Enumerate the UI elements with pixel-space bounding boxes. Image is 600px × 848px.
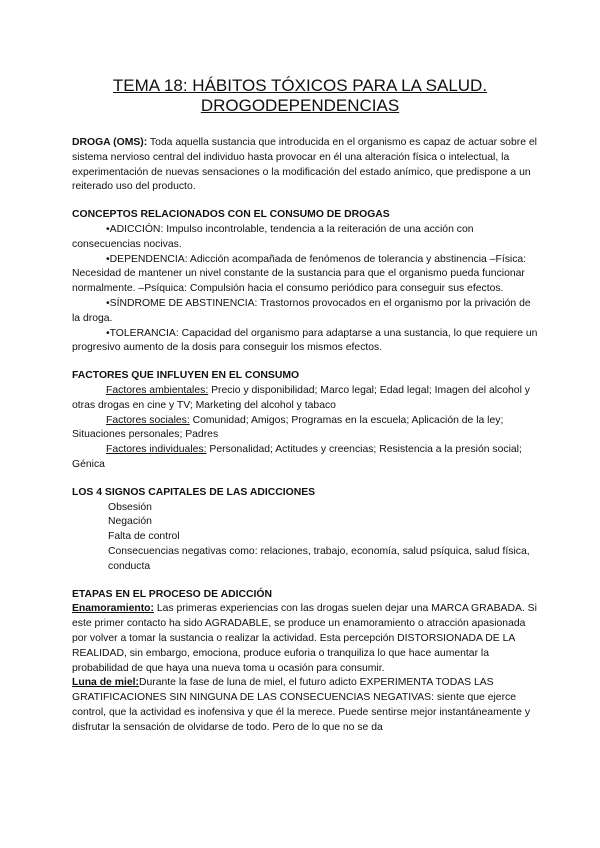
concept-item: •DEPENDENCIA: Adicción acompañada de fenómenos de tolerancia y abstinencia –Física: Necesidad de mantener un nivel constante de la sustancia para que el organismo pueda funcionar normalmente. –Psíquica: Compulsión hacia el consumo periódico para conseguir sus efectos.: [72, 253, 527, 295]
concept-item: •ADICCIÓN: Impulso incontrolable, tendencia a la reiteración de una acción con consecuencias nocivas.: [72, 223, 474, 250]
etapa-item: [72, 602, 538, 676]
etapa-text: Las primeras experiencias con las drogas suelen dejar una MARCA GRABADA. Si este primer contacto ha sido AGRADABLE, se produce un enamoramiento o atracción apasionada por volver a tomar la sustancia o realizar la actividad. Esta percepción DISTORSIONADA DE LA REALIDAD, sin embargo, emociona, produce euforia o tranquiliza lo que hace aumentar la probabilidad de que haya una nueva toma u ocasión para consumir.: [72, 603, 537, 674]
list-item: Negación: [108, 516, 152, 528]
factor-label: Factores individuales:: [106, 444, 207, 456]
factor-label: Factores ambientales:: [106, 384, 209, 396]
page-title-line2: DROGODEPENDENCIAS: [200, 96, 400, 115]
section-heading-signos: LOS 4 SIGNOS CAPITALES DE LAS ADICCIONES: [72, 486, 316, 498]
factor-text: Personalidad; Actitudes y creencias; Resistencia a la presión social; Génica: [72, 444, 522, 470]
factor-text: Precio y disponibilidad; Marco legal; Edad legal; Imagen del alcohol y otras drogas en cine y TV; Marketing del alcohol y tabaco: [72, 384, 530, 411]
list-item: Falta de control: [108, 531, 180, 543]
page-title-line1: TEMA 18: HÁBITOS TÓXICOS PARA LA SALUD.: [112, 76, 488, 95]
factor-item: [72, 443, 538, 473]
signos-list: [72, 501, 538, 575]
factor-item: [72, 414, 538, 444]
document-body: [72, 136, 538, 735]
factor-text: Comunidad; Amigos; Programas en la escuela; Aplicación de la ley; Situaciones personales; Padres: [72, 414, 504, 441]
etapa-item: [72, 676, 538, 735]
etapa-text: Durante la fase de luna de miel, el futuro adicto EXPERIMENTA TODAS LAS GRATIFICACIONES SIN NINGUNA DE LAS CONSECUENCIAS NEGATIVAS: siente que ejerce control, que la actividad es inofensiva y que él la merece. Puede sentirse mejor instantáneamente y disfrutar la sensación de olvidarse de todo. Pero de lo que no se da: [72, 677, 531, 733]
section-heading-factores: FACTORES QUE INFLUYEN EN EL CONSUMO: [72, 370, 300, 382]
list-item: Consecuencias negativas como: relaciones, trabajo, economía, salud psíquica, salud física, conducta: [108, 545, 530, 572]
etapa-label: Luna de miel:: [72, 677, 139, 689]
droga-term: DROGA (OMS):: [72, 137, 148, 148]
factor-item: [72, 384, 538, 414]
droga-text: Toda aquella sustancia que introducida en el organismo es capaz de actuar sobre el sistema nervioso central del individuo hasta provocar en él una alteración física o intelectual, la experimentación de nuevas sensaciones o la modificación del estado anímico, que predispone a un reiterado uso del producto.: [72, 137, 537, 193]
concept-item: •TOLERANCIA: Capacidad del organismo para adaptarse a una sustancia, lo que requiere un progresivo aumento de la dosis para conseguir los mismos efectos.: [72, 327, 538, 354]
etapa-label: Enamoramiento:: [72, 603, 154, 615]
section-heading-conceptos: CONCEPTOS RELACIONADOS CON EL CONSUMO DE DROGAS: [72, 209, 390, 221]
factor-label: Factores sociales:: [106, 414, 190, 426]
list-item: Obsesión: [108, 501, 152, 513]
section-heading-etapas: ETAPAS EN EL PROCESO DE ADICCIÓN: [72, 588, 272, 600]
concept-item: •SÍNDROME DE ABSTINENCIA: Trastornos provocados en el organismo por la privación de la droga.: [72, 297, 531, 324]
droga-definition: [72, 136, 538, 195]
